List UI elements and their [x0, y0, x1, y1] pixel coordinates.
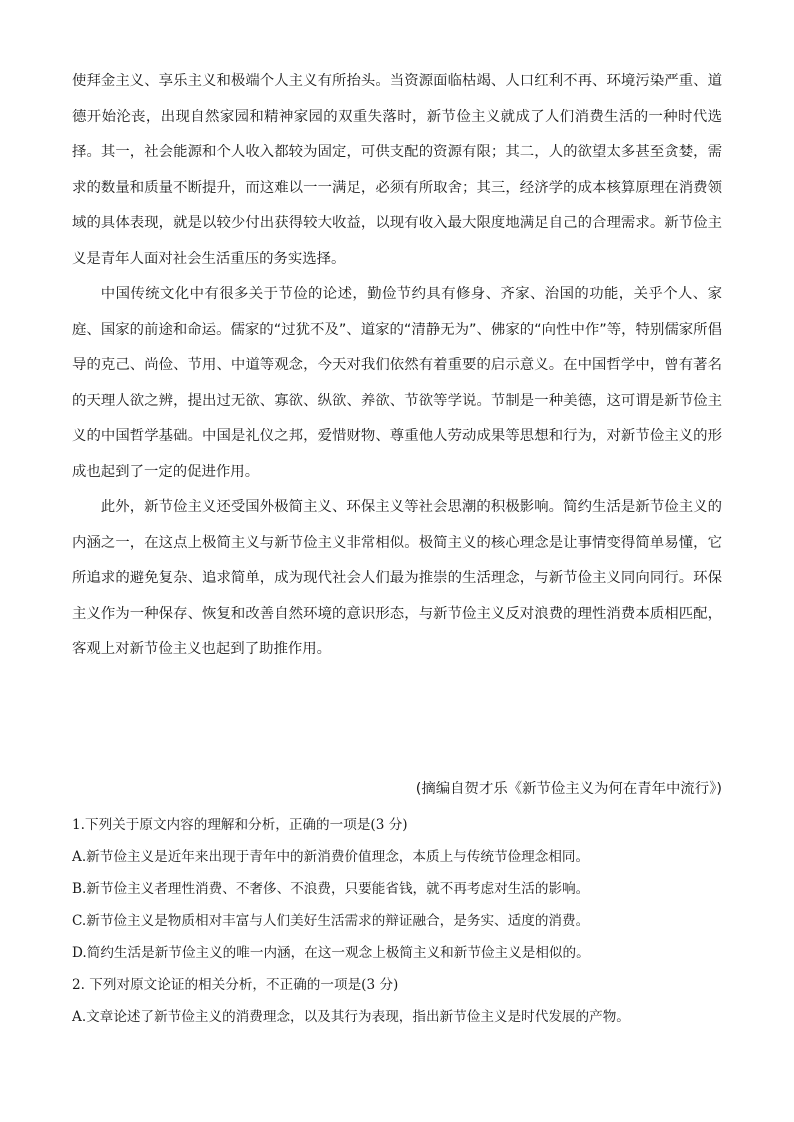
question-2-option-a: A.文章论述了新节俭主义的消费理念，以及其行为表现，指出新节俭主义是时代发展的产物。 — [72, 1009, 630, 1025]
question-1-option-b: B.新节俭主义者理性消费、不奢侈、不浪费，只要能省钱，就不再考虑对生活的影响。 — [72, 881, 590, 897]
question-2-stem: 2. 下列对原文论证的相关分析，不正确的一项是(3 分) — [72, 977, 399, 993]
passage-source-citation: (摘编自贺才乐《新节俭主义为何在青年中流行》) — [415, 781, 722, 797]
question-1-option-c: C.新节俭主义是物质相对丰富与人们美好生活需求的辩证融合，是务实、适度的消费。 — [72, 913, 590, 929]
passage-paragraph-3: 此外，新节俭主义还受国外极简主义、环保主义等社会思潮的积极影响。简约生活是新节俭主义的内涵之一，在这点上极简主义与新节俭主义非常相似。极简主义的核心理念是让事情变得简单易懂，它所追求的避免复杂、追求简单，成为现代社会人们最为推崇的生活理念，与新节俭主义同向同行。环保主义作为一种保存、恢复和改善自然环境的意识形态，与新节俭主义反对浪费的理性消费本质相匹配，客观上对新节俭主义也起到了助推作用。 — [72, 499, 722, 657]
reading-passage — [72, 64, 722, 668]
question-1-option-a: A.新节俭主义是近年来出现于青年中的新消费价值理念，本质上与传统节俭理念相同。 — [72, 849, 590, 865]
question-1-stem: 1.下列关于原文内容的理解和分析，正确的一项是(3 分) — [72, 817, 408, 833]
passage-paragraph-1: 使拜金主义、享乐主义和极端个人主义有所抬头。当资源面临枯竭、人口红利不再、环境污染严重、道德开始沦丧，出现自然家园和精神家园的双重失落时，新节俭主义就成了人们消费生活的一种时代选择。其一，社会能源和个人收入都较为固定，可供支配的资源有限；其二，人的欲望太多甚至贪婪，需求的数量和质量不断提升，而这难以一一满足，必须有所取舍；其三，经济学的成本核算原理在消费领域的具体表现，就是以较少付出获得较大收益，以现有收入最大限度地满足自己的合理需求。新节俭主义是青年人面对社会生活重压的务实选择。 — [72, 73, 722, 267]
questions-section — [72, 809, 722, 1033]
passage-paragraph-2: 中国传统文化中有很多关于节俭的论述，勤俭节约具有修身、齐家、治国的功能，关乎个人、家庭、国家的前途和命运。儒家的“过犹不及”、道家的“清静无为”、佛家的“向性中作”等，特别儒家所倡导的克己、尚俭、节用、中道等观念，今天对我们依然有着重要的启示意义。在中国哲学中，曾有著名的天理人欲之辨，提出过无欲、寡欲、纵欲、养欲、节欲等学说。节制是一种美德，这可谓是新节俭主义的中国哲学基础。中国是礼仪之邦，爱惜财物、尊重他人劳动成果等思想和行为，对新节俭主义的形成也起到了一定的促进作用。 — [72, 286, 722, 480]
question-1-option-d: D.简约生活是新节俭主义的唯一内涵，在这一观念上极简主义和新节俭主义是相似的。 — [72, 945, 590, 961]
